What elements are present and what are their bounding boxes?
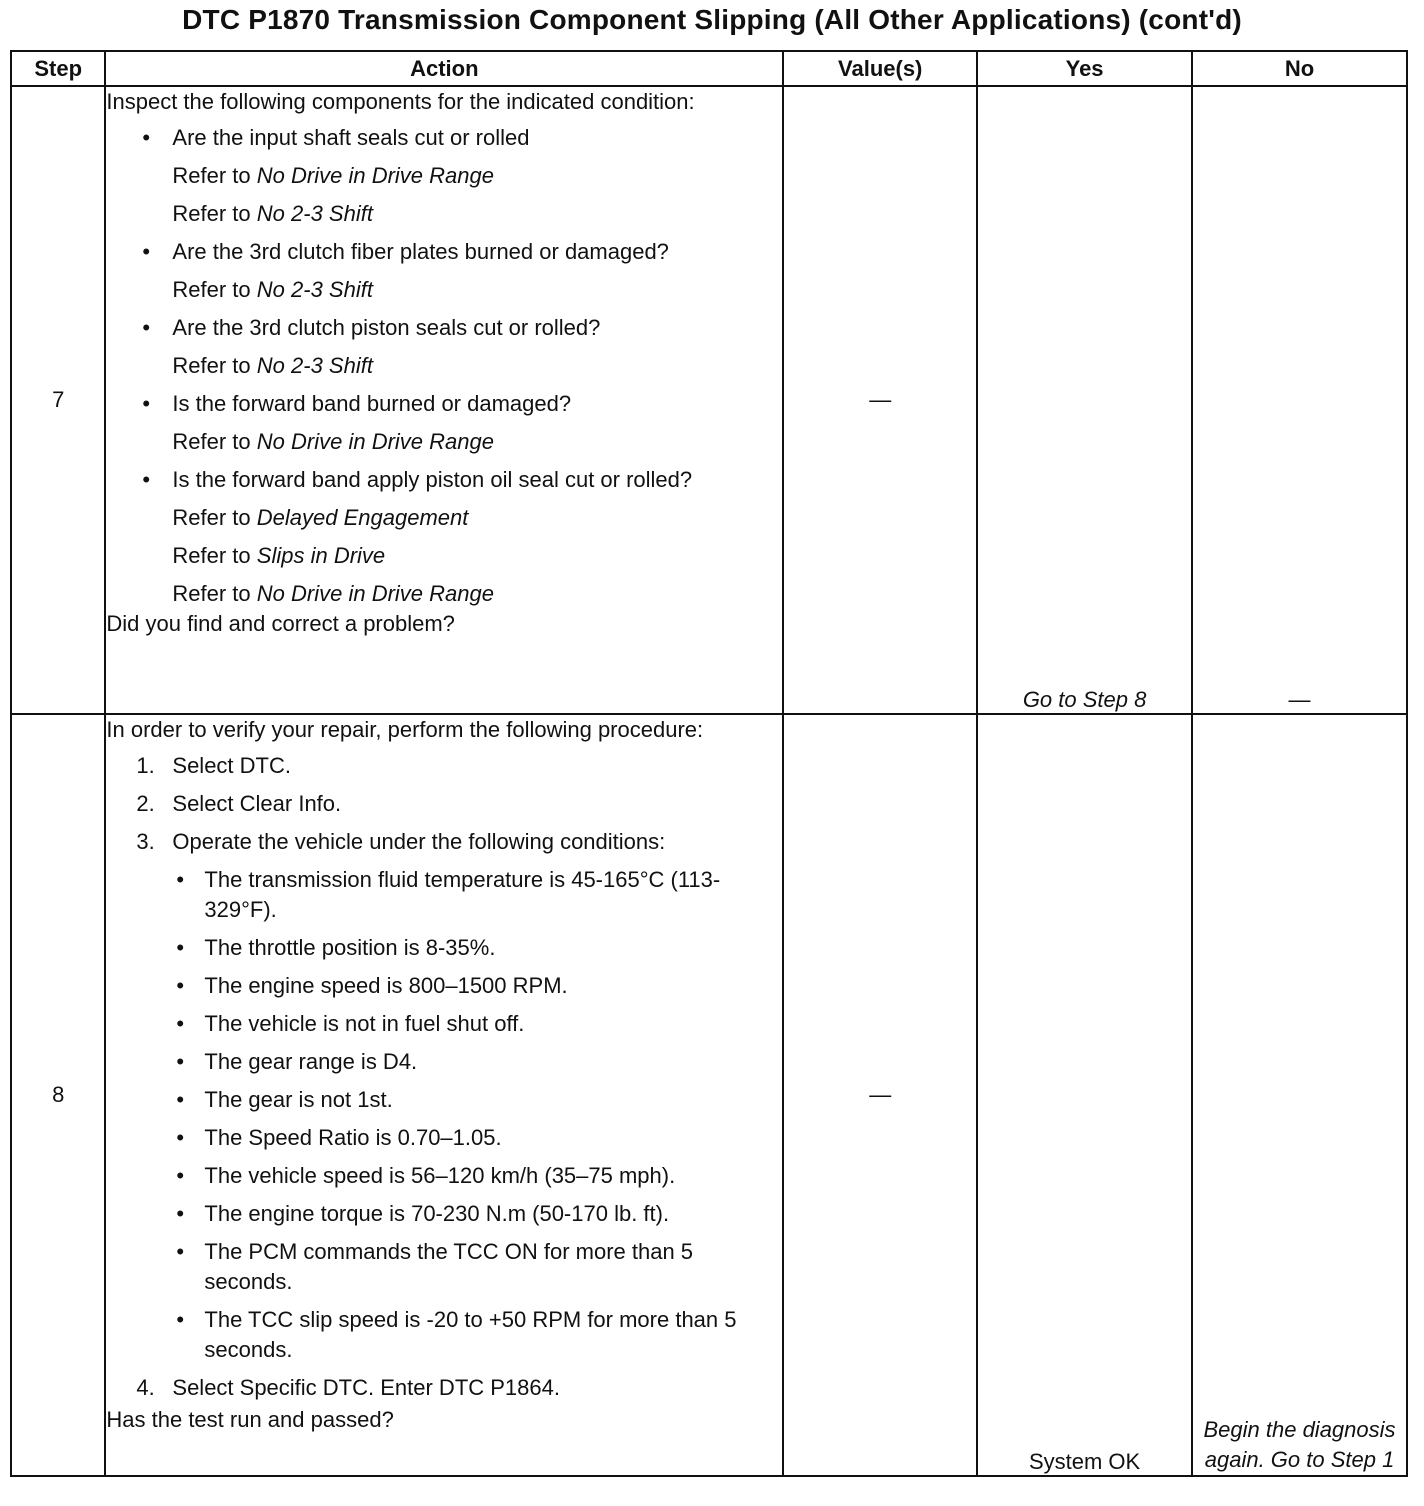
- list-item: 1. Select DTC.: [136, 753, 291, 778]
- condition-item: • The PCM commands the TCC ON for more than 5 seconds.: [176, 1239, 694, 1294]
- yes-cell: Go to Step 8: [977, 86, 1192, 714]
- reference: Refer to No Drive in Drive Range: [172, 581, 494, 606]
- list-item: 4. Select Specific DTC. Enter DTC P1864.: [136, 1375, 560, 1400]
- reference: Refer to Delayed Engagement: [172, 505, 469, 530]
- bullet-icon: •: [176, 973, 185, 998]
- bullet-icon: •: [176, 1125, 185, 1150]
- bullet-icon: •: [176, 1163, 185, 1188]
- bullet-icon: •: [142, 315, 151, 340]
- bullet-icon: •: [176, 935, 185, 960]
- condition-item: • The vehicle speed is 56–120 km/h (35–75 mph).: [106, 1161, 782, 1191]
- condition-item: • The vehicle is not in fuel shut off.: [106, 1009, 782, 1039]
- action-cell: [105, 714, 783, 1476]
- no-cell: —: [1192, 86, 1407, 714]
- condition-item: • The TCC slip speed is -20 to +50 RPM for more than 5 seconds.: [176, 1307, 737, 1362]
- condition-item: • The engine torque is 70-230 N.m (50-170 lb. ft).: [106, 1199, 782, 1229]
- header-value: Value(s): [783, 51, 977, 86]
- action-cell: [105, 86, 783, 714]
- bullet-icon: •: [176, 1087, 185, 1112]
- reference-link: No Drive in Drive Range: [256, 429, 494, 454]
- list-item: • Are the 3rd clutch fiber plates burned or damaged?: [106, 237, 782, 267]
- value-cell: —: [783, 714, 977, 1476]
- page-title: DTC P1870 Transmission Component Slipping (All Other Applications) (cont'd): [182, 4, 1242, 35]
- bullet-icon: •: [176, 867, 185, 892]
- list-item: • Is the forward band apply piston oil seal cut or rolled?: [106, 465, 782, 495]
- table-row-step-8: [11, 714, 1407, 1476]
- header-step: Step: [11, 51, 105, 86]
- bullet-icon: •: [142, 467, 151, 492]
- action-question: Has the test run and passed?: [106, 1407, 394, 1432]
- bullet-icon: •: [176, 1049, 185, 1074]
- reference: Refer to Slips in Drive: [172, 543, 386, 568]
- reference: Refer to No Drive in Drive Range: [172, 429, 494, 454]
- condition-item: • The throttle position is 8-35%.: [106, 933, 782, 963]
- bullet-icon: •: [176, 1201, 185, 1226]
- no-cell: Begin the diagnosis again. Go to Step 1: [1192, 714, 1407, 1476]
- reference: Refer to No 2-3 Shift: [172, 201, 373, 226]
- step-number: 7: [11, 86, 105, 714]
- action-intro: Inspect the following components for the indicated condition:: [106, 89, 695, 114]
- condition-item: • The gear range is D4.: [106, 1047, 782, 1077]
- reference-link: No Drive in Drive Range: [256, 163, 494, 188]
- step-number: 8: [11, 714, 105, 1476]
- bullet-icon: •: [142, 239, 151, 264]
- table-row-step-7: [11, 86, 1407, 714]
- list-item: • Are the input shaft seals cut or rolled: [106, 123, 782, 153]
- reference-link: Delayed Engagement: [256, 505, 469, 530]
- diagnostic-table: [10, 50, 1408, 1477]
- reference-link: No Drive in Drive Range: [256, 581, 494, 606]
- list-item: • Are the 3rd clutch piston seals cut or rolled?: [106, 313, 782, 343]
- reference-link: No 2-3 Shift: [256, 201, 373, 226]
- action-intro: In order to verify your repair, perform the following procedure:: [106, 717, 704, 742]
- reference: Refer to No Drive in Drive Range: [172, 163, 494, 188]
- reference-link: Slips in Drive: [256, 543, 386, 568]
- bullet-icon: •: [176, 1307, 185, 1332]
- condition-item: • The engine speed is 800–1500 RPM.: [106, 971, 782, 1001]
- condition-item: • The gear is not 1st.: [106, 1085, 782, 1115]
- reference: Refer to No 2-3 Shift: [172, 353, 373, 378]
- list-item: • Is the forward band burned or damaged?: [106, 389, 782, 419]
- bullet-icon: •: [176, 1011, 185, 1036]
- reference: Refer to No 2-3 Shift: [172, 277, 373, 302]
- list-item: 3. Operate the vehicle under the following conditions:: [136, 829, 666, 854]
- action-question: Did you find and correct a problem?: [106, 611, 455, 636]
- header-yes: Yes: [977, 51, 1192, 86]
- bullet-icon: •: [176, 1239, 185, 1264]
- header-no: No: [1192, 51, 1407, 86]
- condition-item: • The Speed Ratio is 0.70–1.05.: [106, 1123, 782, 1153]
- reference-link: No 2-3 Shift: [256, 353, 373, 378]
- header-row: [11, 51, 1407, 86]
- condition-item: • The transmission fluid temperature is 45-165°C (113-329°F).: [176, 867, 721, 922]
- yes-cell: System OK: [977, 714, 1192, 1476]
- bullet-icon: •: [142, 391, 151, 416]
- value-cell: —: [783, 86, 977, 714]
- list-item: 2. Select Clear Info.: [136, 791, 342, 816]
- reference-link: No 2-3 Shift: [256, 277, 373, 302]
- header-action: Action: [105, 51, 783, 86]
- bullet-icon: •: [142, 125, 151, 150]
